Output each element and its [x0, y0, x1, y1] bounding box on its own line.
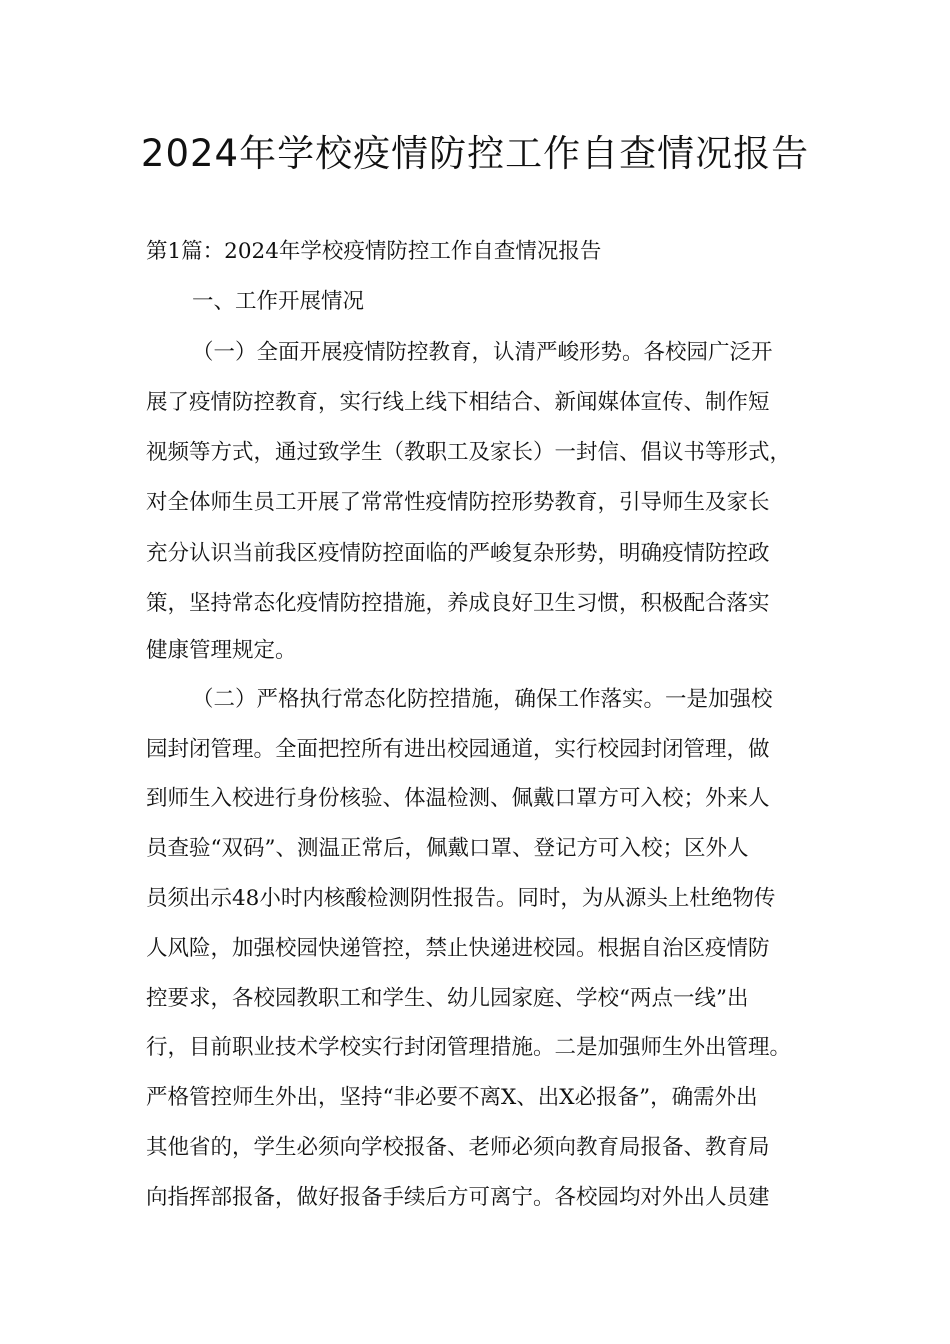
paragraph2-line: 园封闭管理。全面把控所有进出校园通道，实行校园封闭管理，做	[146, 737, 770, 762]
paragraph1-line: 策，坚持常态化疫情防控措施，养成良好卫生习惯，积极配合落实	[146, 591, 770, 616]
paragraph1-line: 充分认识当前我区疫情防控面临的严峻复杂形势，明确疫情防控政	[146, 541, 770, 566]
paragraph2-line: 人风险，加强校园快递管控，禁止快递进校园。根据自治区疫情防	[146, 936, 770, 961]
paragraph1-line: 健康管理规定。	[146, 638, 297, 663]
paragraph2-line: 向指挥部报备，做好报备手续后方可离宁。各校园均对外出人员建	[146, 1185, 770, 1210]
paragraph2-line: 员须出示48小时内核酸检测阴性报告。同时，为从源头上杜绝物传	[146, 886, 776, 911]
paragraph1-line: （一）全面开展疫情防控教育，认清严峻形势。各校园广泛开	[192, 340, 773, 365]
paragraph2-line: 控要求，各校园教职工和学生、幼儿园家庭、学校“两点一线”出	[146, 986, 749, 1011]
paragraph2-line: 其他省的，学生必须向学校报备、老师必须向教育局报备、教育局	[146, 1135, 770, 1160]
paragraph2-line: 到师生入校进行身份核验、体温检测、佩戴口罩方可入校；外来人	[146, 786, 770, 811]
paragraph1-line: 视频等方式，通过致学生（教职工及家长）一封信、倡议书等形式，	[146, 440, 792, 465]
paragraph2-line: 严格管控师生外出，坚持“非必要不离X、出X必报备”，确需外出	[146, 1085, 758, 1110]
document-title: 2024年学校疫情防控工作自查情况报告	[140, 132, 810, 175]
paragraph2-line: （二）严格执行常态化防控措施，确保工作落实。一是加强校	[192, 687, 773, 712]
paragraph2-line: 员查验“双码”、测温正常后，佩戴口罩、登记方可入校；区外人	[146, 836, 749, 861]
section-heading: 一、工作开展情况	[192, 289, 365, 314]
paragraph1-line: 展了疫情防控教育，实行线上线下相结合、新闻媒体宣传、制作短	[146, 390, 770, 415]
paragraph1-line: 对全体师生员工开展了常常性疫情防控形势教育，引导师生及家长	[146, 490, 770, 515]
paragraph2-line: 行，目前职业技术学校实行封闭管理措施。二是加强师生外出管理。	[146, 1035, 792, 1060]
document-subtitle: 第1篇：2024年学校疫情防控工作自查情况报告	[146, 239, 602, 264]
